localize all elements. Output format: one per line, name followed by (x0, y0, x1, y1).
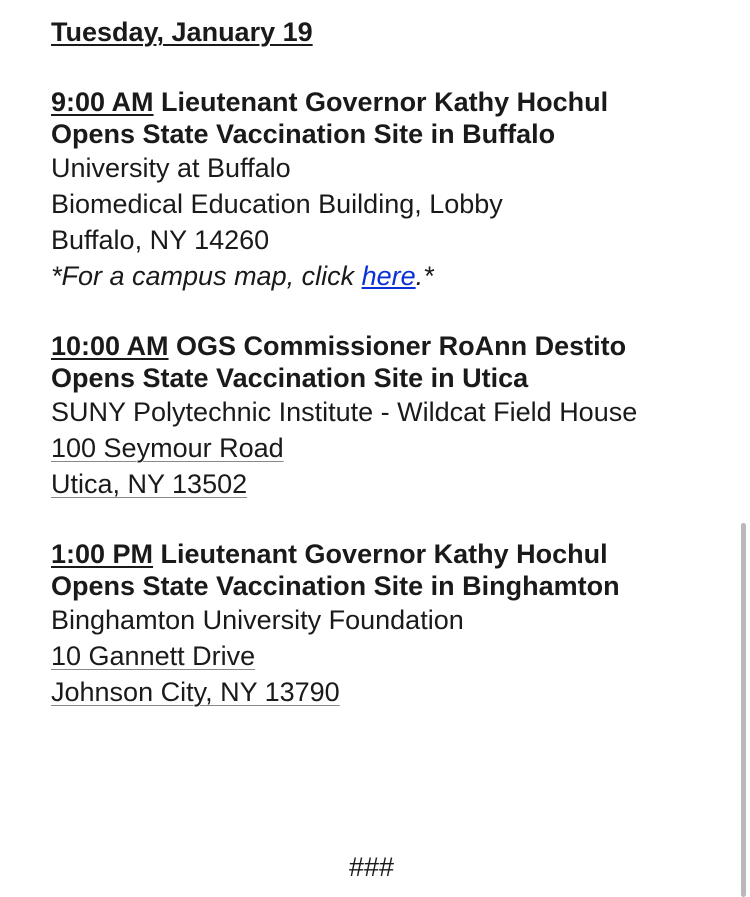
campus-map-link[interactable]: here (361, 261, 416, 291)
event-title-text: Lieutenant Governor Kathy Hochul Opens State Vaccination Site in Buffalo (51, 87, 609, 149)
event-binghamton (51, 538, 691, 710)
location-line: SUNY Polytechnic Institute - Wildcat Field House (51, 397, 638, 427)
address-link[interactable]: Johnson City, NY 13790 (51, 677, 340, 707)
address-link-line[interactable] (51, 466, 691, 502)
event-utica (51, 330, 691, 502)
event-title (51, 330, 691, 394)
address-link-line[interactable] (51, 674, 691, 710)
location-line: University at Buffalo (51, 153, 291, 183)
location-line: Buffalo, NY 14260 (51, 225, 270, 255)
date-heading: Tuesday, January 19 (51, 17, 313, 47)
address-link[interactable]: Utica, NY 13502 (51, 469, 248, 499)
campus-map-note-suffix: .* (415, 261, 434, 291)
event-buffalo (51, 86, 691, 294)
location-line: Binghamton University Foundation (51, 605, 464, 635)
event-time: 9:00 AM (51, 87, 154, 117)
event-time: 10:00 AM (51, 331, 169, 361)
event-title (51, 538, 691, 602)
location-line: Biomedical Education Building, Lobby (51, 189, 503, 219)
event-time: 1:00 PM (51, 539, 154, 569)
event-title-text: OGS Commissioner RoAnn Destito Opens State Vaccination Site in Utica (51, 331, 627, 393)
vertical-scrollbar[interactable] (741, 523, 746, 897)
address-link-line[interactable] (51, 638, 691, 674)
address-link-line[interactable] (51, 430, 691, 466)
address-link[interactable]: 10 Gannett Drive (51, 641, 256, 671)
campus-map-note (51, 258, 691, 294)
end-mark: ### (349, 852, 395, 882)
event-title-text: Lieutenant Governor Kathy Hochul Opens State Vaccination Site in Binghamton (51, 539, 620, 601)
event-title (51, 86, 691, 150)
schedule-content (51, 14, 691, 710)
address-link[interactable]: 100 Seymour Road (51, 433, 284, 463)
campus-map-note-prefix: *For a campus map, click (51, 261, 362, 291)
